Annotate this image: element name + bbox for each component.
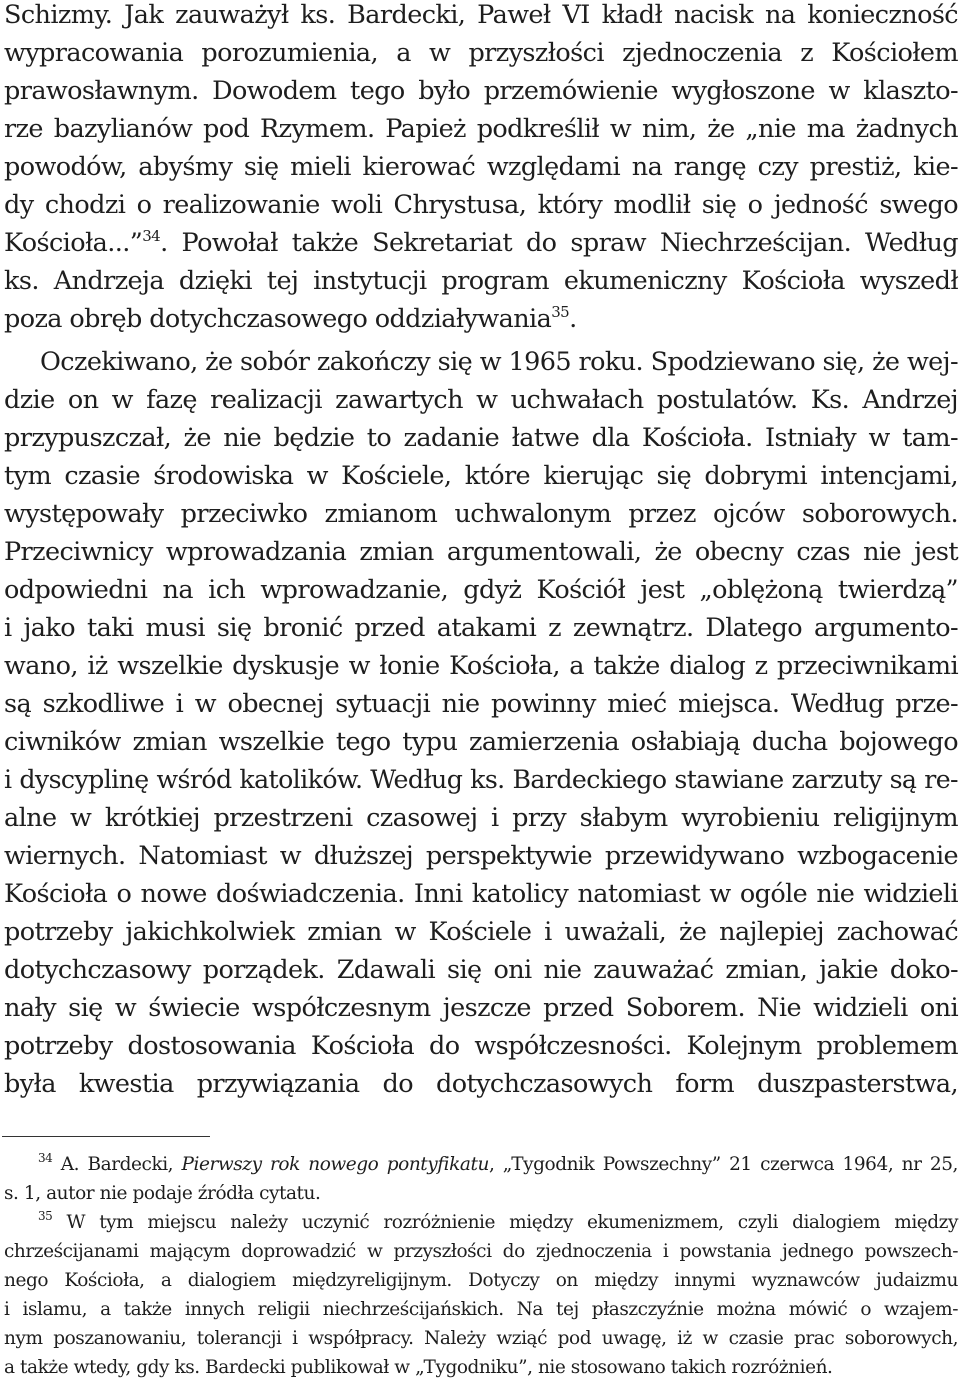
text-line: Schizmy. Jak zauważył ks. Bardecki, Paweł VI kładł nacisk na konieczność bbox=[4, 0, 958, 30]
text-line: dotychczasowy porządek. Zdawali się oni nie zauważać zmian, jakie doko- bbox=[4, 955, 958, 985]
text-segment: Kościoła...” bbox=[4, 228, 143, 258]
text-line: była kwestia przywiązania do dotychczasowych form duszpasterstwa, bbox=[4, 1069, 958, 1099]
text-line: są szkodliwe i w obecnej sytuacji nie powinny mieć miejsca. Według prze- bbox=[4, 689, 958, 719]
footnote-35 bbox=[38, 1208, 958, 1237]
text-line: nały się w świecie współczesnym jeszcze przed Soborem. Nie widzieli oni bbox=[4, 993, 958, 1023]
text-line: odpowiedni na ich wprowadzanie, gdyż Kościół jest „oblężoną twierdzą” bbox=[4, 575, 958, 605]
text-line: ks. Andrzeja dzięki tej instytucji program ekumeniczny Kościoła wyszedł bbox=[4, 266, 958, 296]
text-line: powodów, abyśmy się mieli kierować względami na rangę czy prestiż, kie- bbox=[4, 152, 958, 182]
footnote-cited-title: Pierwszy rok nowego pontyfikatu bbox=[181, 1154, 489, 1175]
text-line: wano, iż wszelkie dyskusje w łonie Kościoła, a także dialog z przeciwnikami bbox=[4, 651, 958, 681]
footnote-35-line: nym poszanowaniu, tolerancji i współpracy. Należy wziąć pod uwagę, iż w czasie prac soborowych, bbox=[4, 1328, 958, 1349]
text-line bbox=[4, 224, 958, 262]
footnote-35-line: chrześcijanami mającym doprowadzić w przyszłości do zjednoczenia i powstania jednego powszech- bbox=[4, 1241, 958, 1262]
text-line: rze bazylianów pod Rzymem. Papież podkreślił w nim, że „nie ma żadnych bbox=[4, 114, 958, 144]
text-line: i dyscyplinę wśród katolików. Według ks. Bardeckiego stawiane zarzuty są re- bbox=[4, 765, 958, 794]
footnote-34-continuation: s. 1, autor nie podaje źródła cytatu. bbox=[4, 1183, 321, 1204]
text-segment: poza obręb dotychczasowego oddziaływania bbox=[4, 304, 552, 334]
text-line: potrzeby jakichkolwiek zmian w Kościele i uważali, że najlepiej zachować bbox=[4, 917, 958, 947]
footnote-text: , „Tygodnik Powszechny” 21 czerwca 1964, nr 25, bbox=[488, 1154, 958, 1175]
footnote-text: A. Bardecki, bbox=[52, 1154, 182, 1175]
text-line: prawosławnym. Dowodem tego było przemówienie wygłoszone w klaszto- bbox=[4, 76, 958, 106]
text-line: ciwników zmian wszelkie tego typu zamierzenia osłabiają ducha bojowego bbox=[4, 727, 958, 757]
text-line: wypracowania porozumienia, a w przyszłości zjednoczenia z Kościołem bbox=[4, 38, 958, 68]
text-segment: . bbox=[569, 304, 577, 334]
text-line: dy chodzi o realizowanie woli Chrystusa, który modlił się o jedność swego bbox=[4, 190, 958, 220]
footnote-number: 35 bbox=[38, 1209, 53, 1223]
text-line bbox=[4, 300, 958, 338]
text-line: wiernych. Natomiast w dłuższej perspektywie przewidywano wzbogacenie bbox=[4, 841, 958, 871]
text-segment: . Powołał także Sekretariat do spraw Niechrześcijan. Według bbox=[160, 228, 958, 258]
footnote-number: 34 bbox=[38, 1151, 53, 1165]
text-line: potrzeby dostosowania Kościoła do współczesności. Kolejnym problemem bbox=[4, 1031, 958, 1061]
text-line: i jako taki musi się bronić przed atakami z zewnątrz. Dlatego argumento- bbox=[4, 613, 958, 643]
text-line: dzie on w fazę realizacji zawartych w uchwałach postulatów. Ks. Andrzej bbox=[4, 385, 958, 415]
footnote-separator bbox=[2, 1136, 210, 1137]
text-line: alne w krótkiej przestrzeni czasowej i przy słabym wyrobieniu religijnym bbox=[4, 803, 958, 833]
footnote-text: W tym miejscu należy uczynić rozróżnienie między ekumenizmem, czyli dialogiem między bbox=[52, 1212, 958, 1233]
paragraph-start-line: Oczekiwano, że sobór zakończy się w 1965 roku. Spodziewano się, że wej- bbox=[40, 347, 958, 377]
text-line: Kościoła o nowe doświadczenia. Inni katolicy natomiast w ogóle nie widzieli bbox=[4, 879, 958, 909]
footnote-35-line: i islamu, a także innych religii niechrześcijańskich. Na tej płaszczyźnie można mówić o wzajem- bbox=[4, 1299, 958, 1320]
footnote-35-line: a także wtedy, gdy ks. Bardecki publikował w „Tygodniku”, nie stosowano takich rozróżnień. bbox=[4, 1357, 833, 1378]
footnote-ref-35[interactable]: 35 bbox=[551, 303, 570, 321]
footnote-34 bbox=[38, 1150, 958, 1179]
text-line: Przeciwnicy wprowadzania zmian argumentowali, że obecny czas nie jest bbox=[4, 537, 958, 567]
text-line: występowały przeciwko zmianom uchwalonym przez ojców soborowych. bbox=[4, 499, 958, 529]
text-line: przypuszczał, że nie będzie to zadanie łatwe dla Kościoła. Istniały w tam- bbox=[4, 423, 958, 453]
text-line: tym czasie środowiska w Kościele, które kierując się dobrymi intencjami, bbox=[4, 461, 958, 491]
footnote-ref-34[interactable]: 34 bbox=[142, 227, 161, 245]
footnote-35-line: nego Kościoła, a dialogiem międzyreligijnym. Dotyczy on między innymi wyznawców judaizmu bbox=[4, 1270, 958, 1291]
